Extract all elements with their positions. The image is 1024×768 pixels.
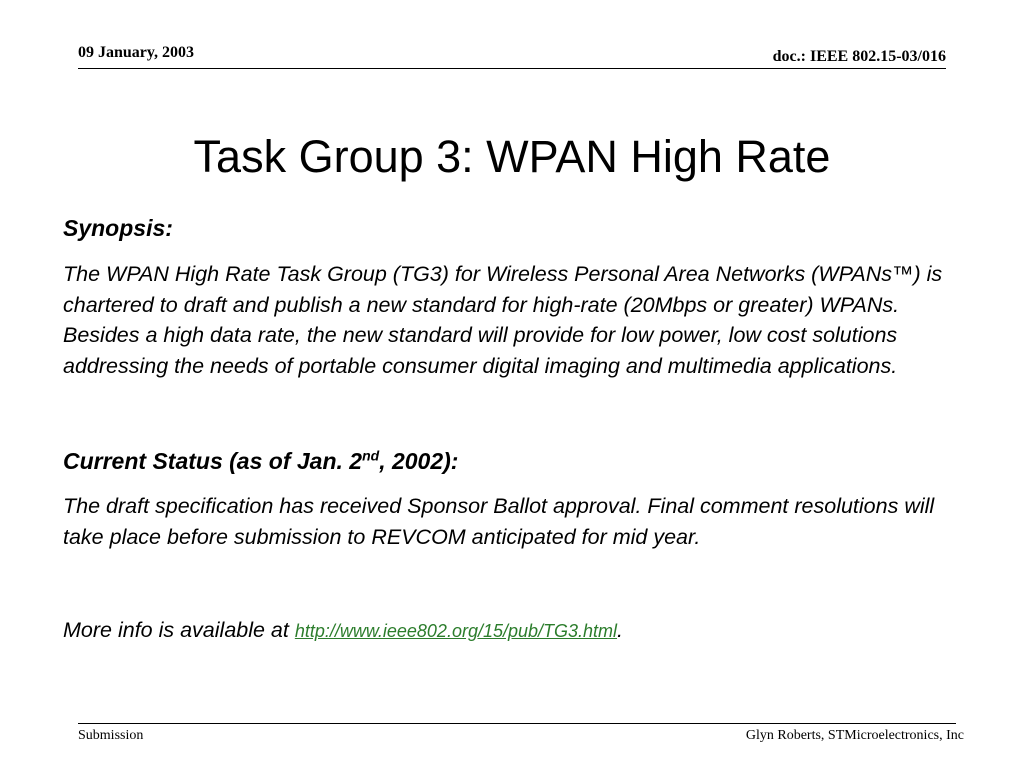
synopsis-heading: Synopsis: [63,215,173,241]
header-doc-id: doc.: IEEE 802.15-03/016 [772,48,946,65]
status-heading-suffix: , 2002): [379,448,459,474]
more-info-prefix: More info is available at [63,618,295,642]
status-paragraph: The draft specification has received Sponsor Ballot approval. Final comment resolutions will take place before submission to REVCOM anticipated for mid year. [63,494,935,549]
status-heading-prefix: Current Status (as of Jan. 2 [63,448,363,474]
status-heading [63,446,458,476]
status-heading-superscript: nd [362,447,380,464]
header-date: 09 January, 2003 [78,44,195,61]
synopsis-paragraph: The WPAN High Rate Task Group (TG3) for Wireless Personal Area Networks (WPANs™) is chartered to draft and publish a new standard for high-rate (20Mbps or greater) WPANs. Besides a high data rate, the new standard will provide for low power, low cost solutions addressing the needs of portable consumer digital imaging and multimedia applications. [63,262,943,378]
footer-author: Glyn Roberts, STMicroelectronics, Inc [745,728,964,743]
footer-submission: Submission [78,728,144,743]
tg3-link[interactable]: http://www.ieee802.org/15/pub/TG3.html [294,621,618,641]
more-info-line [63,615,963,647]
header-divider [78,68,946,69]
more-info-suffix: . [617,618,624,642]
footer-divider [78,723,956,724]
slide-title: Task Group 3: WPAN High Rate [193,131,831,182]
